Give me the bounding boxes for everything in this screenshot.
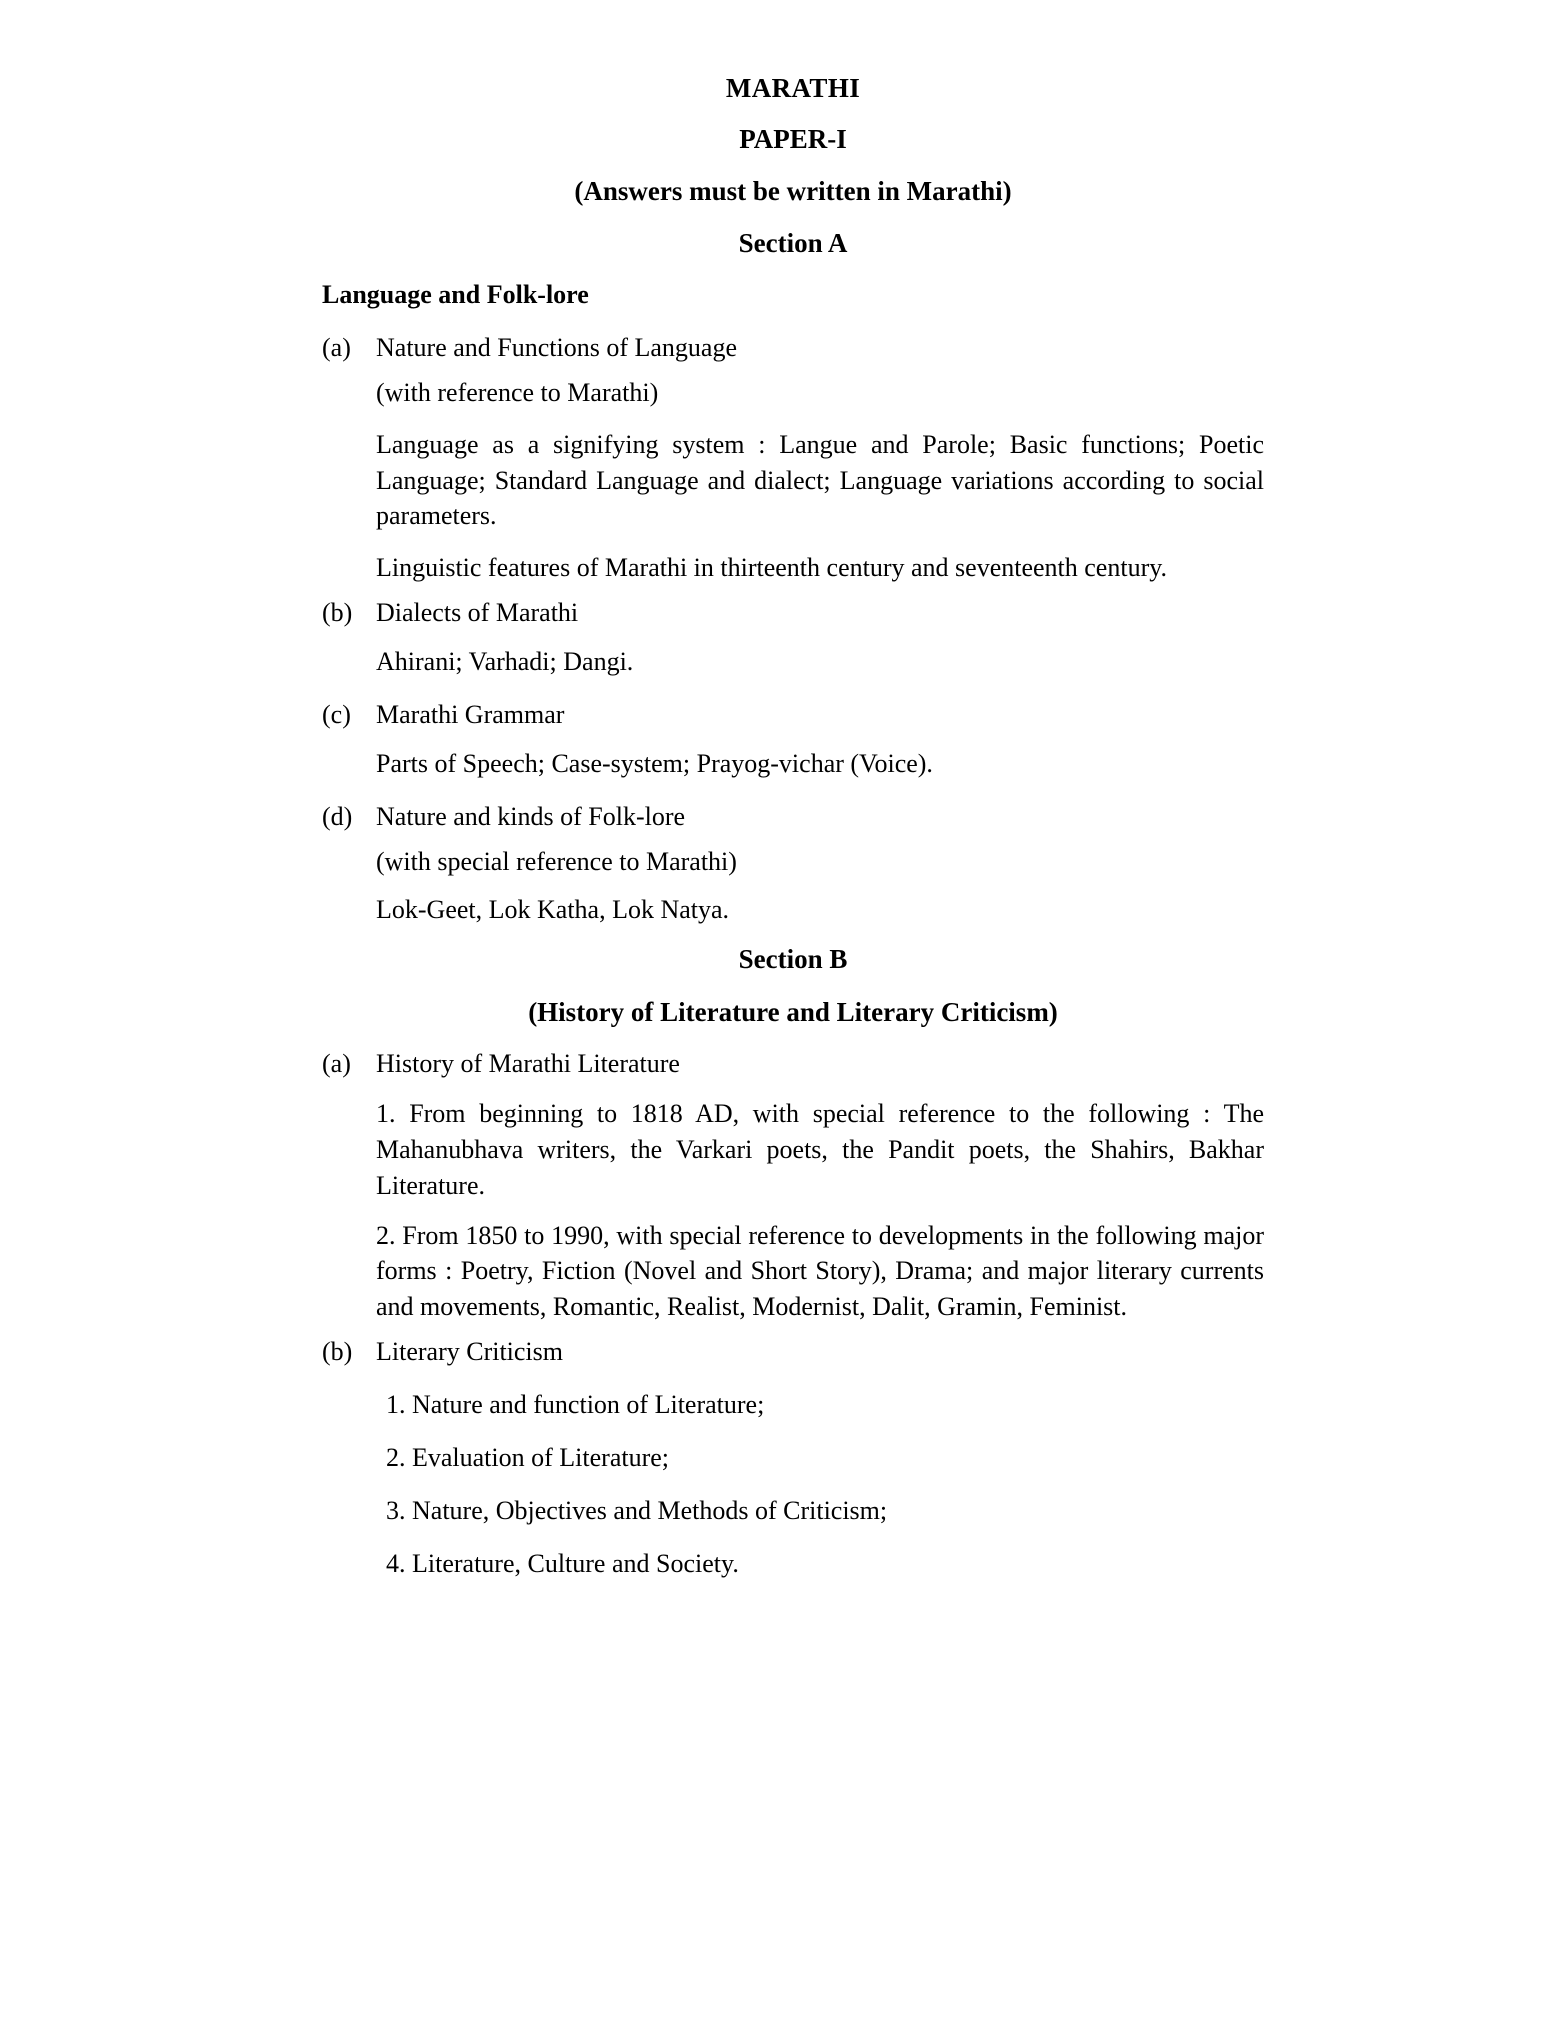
list-item [322, 1046, 1264, 1082]
item-label: (d) [322, 801, 353, 831]
numbered-item: 4. Literature, Culture and Society. [386, 1548, 739, 1578]
numbered-item: 2. Evaluation of Literature; [386, 1442, 670, 1472]
item-title: Marathi Grammar [376, 699, 565, 729]
divider-space [322, 782, 1264, 799]
item-body [376, 1334, 1264, 1370]
section-b-subheading: (History of Literature and Literary Criticism) [528, 996, 1058, 1027]
item-paragraph: Parts of Speech; Case-system; Prayog-vichar (Voice). [376, 748, 933, 778]
list-item [322, 330, 1264, 366]
item-title: History of Marathi Literature [376, 1049, 680, 1079]
item-paragraph: Language as a signifying system : Langue and Parole; Basic functions; Poetic Language; Standard Language and dialect; Language variations according to social parameters. [376, 429, 1264, 531]
item-subtitle: (with special reference to Marathi) [376, 846, 737, 876]
item-label: (c) [322, 699, 351, 729]
item-title: Nature and Functions of Language [376, 332, 738, 362]
section-a-heading: Section A [738, 228, 848, 259]
numbered-paragraph: 2. From 1850 to 1990, with special reference to developments in the following major forms : Poetry, Fiction (Novel and Short Story), Drama; and major literary currents and movements, Romantic, Realist, Modernist, Dalit, Gramin, Feminist. [376, 1220, 1264, 1322]
numbered-item: 3. Nature, Objectives and Methods of Criticism; [386, 1495, 888, 1525]
item-body [376, 330, 1264, 366]
list-item [322, 595, 1264, 631]
list-item [322, 799, 1264, 835]
item-title: Literary Criticism [376, 1337, 564, 1367]
item-body [376, 595, 1264, 631]
item-title: Dialects of Marathi [376, 598, 579, 628]
section-a-group-heading: Language and Folk-lore [322, 280, 589, 310]
list-item [322, 1334, 1264, 1370]
divider-space [322, 586, 1264, 595]
numbered-item: 1. Nature and function of Literature; [386, 1390, 765, 1420]
item-title: Nature and kinds of Folk-lore [376, 801, 686, 831]
subject-title: MARATHI [725, 73, 861, 103]
instruction-note: (Answers must be written in Marathi) [574, 175, 1012, 206]
item-body [376, 1046, 1264, 1082]
item-body [376, 799, 1264, 835]
item-label: (a) [322, 1049, 351, 1079]
item-subtitle: (with reference to Marathi) [376, 377, 659, 407]
document-content [304, 74, 1264, 1582]
divider-space [322, 928, 1264, 945]
item-paragraph: Linguistic features of Marathi in thirteenth century and seventeenth century. [376, 553, 1168, 583]
item-paragraph: Ahirani; Varhadi; Dangi. [376, 647, 634, 677]
divider-space [322, 1325, 1264, 1334]
numbered-paragraph: 1. From beginning to 1818 AD, with special reference to the following : The Mahanubhava writers, the Varkari poets, the Pandit poets, the Shahirs, Bakhar Literature. [376, 1098, 1264, 1200]
item-paragraph: Lok-Geet, Lok Katha, Lok Natya. [376, 895, 730, 925]
divider-space [322, 680, 1264, 697]
section-b-heading: Section B [738, 944, 848, 975]
item-label: (b) [322, 598, 353, 628]
item-label: (b) [322, 1337, 353, 1367]
paper-title: PAPER-I [739, 124, 847, 155]
list-item [322, 697, 1264, 733]
item-body [376, 697, 1264, 733]
item-label: (a) [322, 332, 351, 362]
